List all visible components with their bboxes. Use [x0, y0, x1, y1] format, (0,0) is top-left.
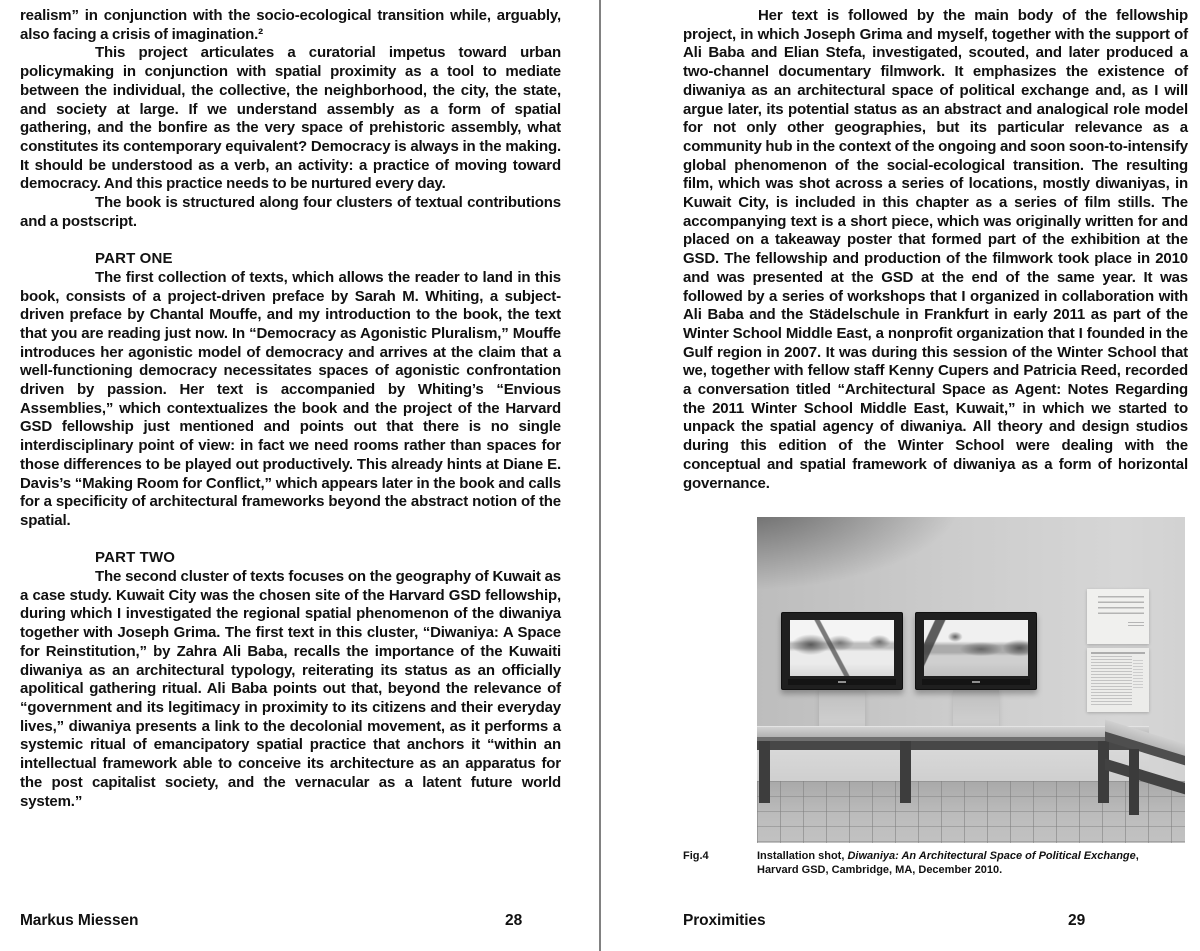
left-body-text	[20, 7, 561, 811]
paragraph: realism” in conjunction with the socio-ecological transition while, arguably, also facing a crisis of imagination.²	[20, 7, 561, 43]
gallery-photo	[757, 517, 1185, 843]
paragraph: The first collection of texts, which allows the reader to land in this book, consists of a project-driven preface by Sarah M. Whiting, a subject-driven preface by Chantal Mouffe, and my introduction to the book, the text that you are reading just now. In “Democracy as Agonistic Pluralism,” Mouffe introduces her agonistic model of democracy and arrives at the claim that a well-functioning democracy necessitates spaces of agonistic confrontation driven by passion. Her text is accompanied by Whiting’s “Envious Assemblies,” which contextualizes the book and the project of the Harvard GSD fellowship just mentioned and points out that there is no single interdisciplinary point of view: in fact we need rooms rather than spaces for those differences to be played out productively. This already hints at Diane E. Davis’s “Making Room for Conflict,” which appears later in the book and calls for a specificity of architectural frameworks beyond the abstract notion of the spatial.	[20, 268, 561, 529]
paragraph: This project articulates a curatorial impetus toward urban policymaking in conjunction with spatial proximity as a tool to mediate between the individual, the collective, the neighborhood, the city, the state, and society at large. If we understand assembly as a form of spatial gathering, and the bonfire as the very space of prehistoric assembly, what constitutes its contemporary equivalent? Democracy is always in the making. It should be understood as a verb, an activity: a practice of moving toward democracy. And this practice needs to be nurtured every day.	[20, 44, 561, 193]
paragraph: Her text is followed by the main body of the fellowship project, in which Joseph Grima and myself, together with the support of Ali Baba and Elian Stefa, investigated, scouted, and later produced a two-channel documentary filmwork. It emphasizes the existence of diwaniya as an architectural space of political exchange and, as I will argue later, its potential status as an abstract and analogical role model for not only other geographies, but its particular relevance as a community hub in the context of the ongoing and soon soon-to-intensify global phenomenon of the social-ecological transition. The resulting film, which was shot across a series of locations, mostly diwaniyas, in Kuwait City, is included in this chapter as a series of film stills. The accompanying text is a short piece, which was originally written for and placed on a takeaway poster that formed part of the exhibition at the GSD. The fellowship and production of the filmwork took place in 2010 and was presented at the GSD at the end of the same year. It was followed by a series of workshops that I organized in collaboration with Ali Baba and the Städelschule in Frankfurt in early 2011 as part of the Winter School Middle East, a nonprofit organization that I founded in the Gulf region in 2007. It was during this session of the Winter School that we, together with fellow staff Kenny Cupers and Patricia Reed, recorded a conversation titled “Architectural Space as Agent: Notes Regarding the 2011 Winter School Middle East, Kuwait,” in which we started to unpack the spatial agency of diwaniya. All theory and design studios during this edition of the Winter School were dealing with the conceptual and spatial framework of diwaniya as a form of horizontal governance.	[683, 7, 1188, 492]
page-number-left: 28	[505, 912, 523, 929]
corner-bench	[1105, 709, 1185, 825]
poster-signature-lines	[1128, 622, 1144, 628]
right-body-text	[683, 7, 1188, 493]
exhibition-poster-bottom-sheet	[1087, 648, 1149, 712]
running-footer-book-title: Proximities	[683, 912, 766, 929]
exhibition-poster-top-sheet	[1087, 589, 1149, 644]
tv-monitor-left	[781, 612, 903, 690]
tv-screen-left-film-still	[790, 620, 894, 676]
tv-speaker-bar	[788, 679, 896, 685]
corner-bench-leg	[1129, 749, 1139, 815]
figure-installation-photo	[757, 517, 1185, 843]
poster-body-text-lines	[1091, 656, 1145, 706]
paragraph: The book is structured along four clusters of textual contributions and a postscript.	[20, 194, 561, 230]
caption-suffix: , Harvard GSD, Cambridge, MA, December 2010.	[757, 850, 1139, 876]
paragraph: The second cluster of texts focuses on the geography of Kuwait as a case study. Kuwait City was the chosen site of the Harvard GSD fellowship, during which I investigated the regional spatial phenomenon of the diwaniya together with Joseph Grima. The first text in this cluster, “Diwaniya: A Space for Reinstitution,” by Zahra Ali Baba, recalls the importance of the Kuwaiti diwaniya as an architectural typology, reiterating its status as an officially apolitical gathering ritual. Ali Baba points out that, beyond the relevance of “government and its legitimacy in proximity to its citizens and their everyday lives,” diwaniya presents a link to the decolonial movement, as it performs a systemic ritual of emancipatory spatial practice that anchors it “within an intellectual framework able to conceive its architecture as an apparatus for the post capitalist society, and the vernacular as a latent future world system.”	[20, 568, 561, 810]
corner-bench-rail	[1105, 756, 1185, 799]
tv-speaker-bar	[922, 679, 1030, 685]
poster-headline-line	[1091, 652, 1145, 654]
tv-screen-right-film-still	[924, 620, 1028, 676]
caption-work-title: Diwaniya: An Architectural Space of Political Exchange	[847, 850, 1136, 862]
caption-prefix: Installation shot,	[757, 850, 848, 862]
bench-seat-surface	[757, 726, 1149, 737]
section-heading-part-two: PART TWO	[95, 549, 176, 567]
tv-monitor-right	[915, 612, 1037, 690]
bench-leg	[759, 741, 770, 803]
poster-arabic-text-lines	[1098, 596, 1144, 616]
page-right	[600, 0, 1200, 951]
running-footer-author: Markus Miessen	[20, 912, 139, 929]
figure-caption	[757, 850, 1181, 877]
figure-label: Fig.4	[683, 850, 709, 862]
bench-leg	[900, 741, 911, 803]
page-number-right: 29	[1068, 912, 1086, 929]
section-heading-part-one: PART ONE	[95, 250, 173, 268]
wall-below-bench	[757, 750, 1149, 782]
bench-apron	[757, 741, 1149, 750]
